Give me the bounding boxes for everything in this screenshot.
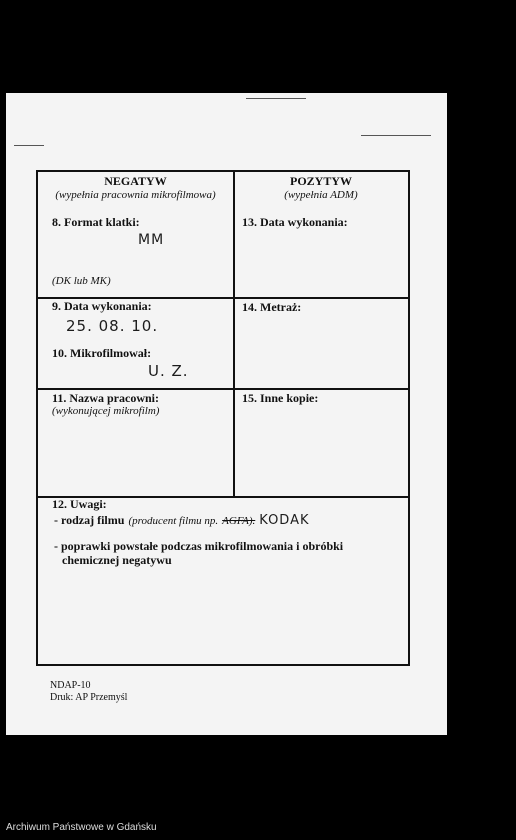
- field-8-label: 8. Format klatki:: [52, 215, 140, 229]
- field-10-value: U. Z.: [148, 362, 189, 380]
- print-info: Druk: AP Przemyśl: [50, 692, 128, 703]
- film-type-line: [54, 511, 404, 529]
- film-type-struck: AGFA).: [222, 515, 256, 527]
- corrections-line-2: chemicznej negatywu: [62, 553, 172, 567]
- corrections-line-1: - poprawki powstałe podczas mikrofilmowania i obróbki: [54, 539, 344, 553]
- film-type-note: (producent filmu np.: [128, 515, 219, 527]
- row-divider: [38, 388, 408, 390]
- field-9-label: 9. Data wykonania:: [52, 299, 152, 313]
- negative-title: NEGATYW: [104, 174, 167, 188]
- negative-subtitle: (wypełnia pracownia mikrofilmowa): [55, 189, 216, 201]
- film-type-value: KODAK: [259, 513, 310, 528]
- field-15-label: 15. Inne kopie:: [242, 391, 319, 405]
- form-code: NDAP-10: [50, 680, 91, 691]
- field-14-label: 14. Metraż:: [242, 300, 302, 314]
- column-divider: [233, 172, 235, 496]
- field-12-label: 12. Uwagi:: [52, 497, 107, 511]
- field-9-value: 25. 08. 10.: [66, 317, 159, 335]
- field-13-label: 13. Data wykonania:: [242, 215, 348, 229]
- field-10-label: 10. Mikrofilmował:: [52, 346, 152, 360]
- scan-mark: [361, 135, 431, 136]
- scan-mark: [14, 145, 44, 146]
- film-type-label: - rodzaj filmu: [54, 513, 125, 527]
- scan-mark: [246, 98, 306, 99]
- field-8-value: MM: [138, 232, 165, 248]
- negative-header: [38, 174, 233, 201]
- archive-label: Archiwum Państwowe w Gdańsku: [6, 822, 157, 833]
- field-11-note: (wykonującej mikrofilm): [52, 405, 160, 417]
- positive-subtitle: (wypełnia ADM): [284, 189, 358, 201]
- positive-header: [234, 174, 408, 201]
- field-8-note: (DK lub MK): [52, 275, 111, 287]
- field-11-label: 11. Nazwa pracowni:: [52, 391, 159, 405]
- positive-title: POZYTYW: [289, 174, 352, 188]
- microfilm-form: [36, 170, 410, 666]
